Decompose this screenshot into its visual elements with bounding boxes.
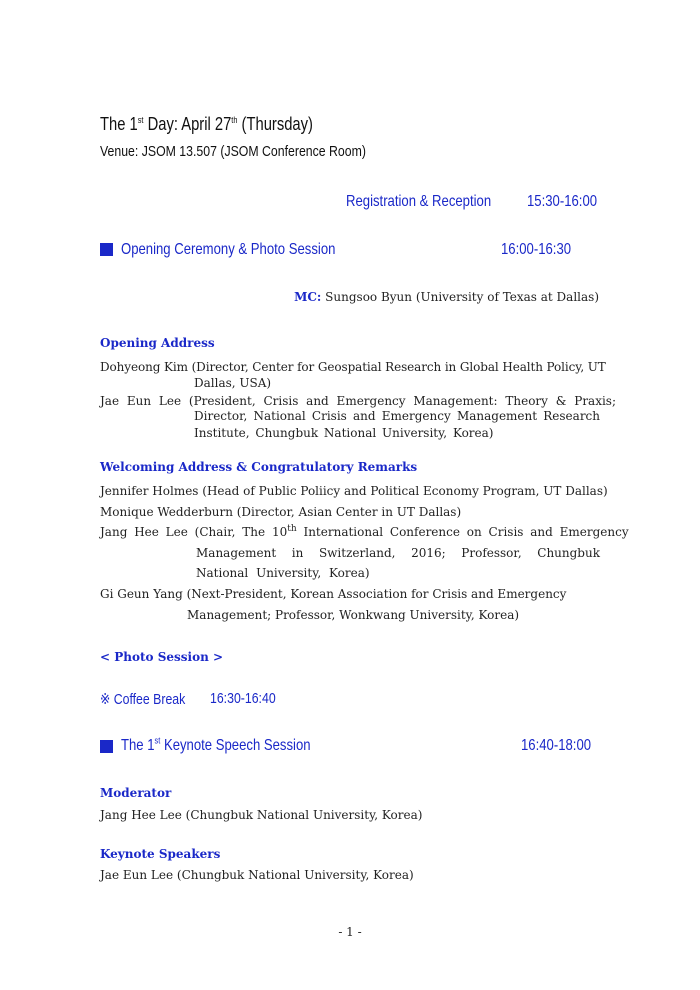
opening-address-heading: Opening Address <box>100 336 215 350</box>
day-title: The 1st Day: April 27th (Thursday) <box>100 114 313 134</box>
keynote-time: 16:40-18:00 <box>521 737 592 754</box>
opening-speaker-1: Dohyeong Kim (Director, Center for Geospatial Research in Global Health Policy, UT Dallas, USA) <box>100 360 606 390</box>
keynote-speaker-name: Jae Eun Lee (Chungbuk National University, Korea) <box>100 868 414 882</box>
registration-label: Registration & Reception <box>346 193 492 210</box>
coffee-break-time: 16:30-16:40 <box>210 690 276 707</box>
welcoming-line-3-rest: Management in Switzerland, 2016; Professor, Chungbuk National University, Korea) <box>196 546 600 580</box>
welcoming-line-3: Jang Hee Lee (Chair, The 10th International Conference on Crisis and Emergency <box>100 524 629 539</box>
venue: Venue: JSOM 13.507 (JSOM Conference Room) <box>100 143 366 160</box>
photo-session: < Photo Session > <box>100 650 224 664</box>
welcoming-line-1: Jennifer Holmes (Head of Public Poliicy and Political Economy Program, UT Dallas) <box>100 484 608 498</box>
opening-speaker-2: Jae Eun Lee (President, Crisis and Emergency Management: Theory & Praxis; Director, National Crisis and Emergency Management Research Institute, Chungbuk National University, Korea) <box>100 394 617 440</box>
opening-title: Opening Ceremony & Photo Session <box>121 241 336 258</box>
moderator-name: Jang Hee Lee (Chungbuk National University, Korea) <box>100 808 423 822</box>
mc-line: MC: Sungsoo Byun (University of Texas at Dallas) <box>294 290 599 304</box>
registration-time: 15:30-16:00 <box>527 193 598 210</box>
welcoming-line-4: Gi Geun Yang (Next-President, Korean Association for Crisis and Emergency <box>100 587 567 601</box>
welcoming-heading: Welcoming Address & Congratulatory Remarks <box>100 460 418 474</box>
welcoming-line-2: Monique Wedderburn (Director, Asian Center in UT Dallas) <box>100 505 462 519</box>
keynote-speakers-heading: Keynote Speakers <box>100 847 221 861</box>
opening-time: 16:00-16:30 <box>501 241 572 258</box>
coffee-break-label: ※ Coffee Break <box>100 691 186 708</box>
moderator-heading: Moderator <box>100 786 172 800</box>
keynote-title: The 1st Keynote Speech Session <box>121 735 311 754</box>
keynote-square-icon <box>100 740 113 753</box>
page-number: - 1 - <box>338 925 362 939</box>
opening-square-icon <box>100 243 113 256</box>
welcoming-line-4-rest: Management; Professor, Wonkwang University, Korea) <box>187 608 520 622</box>
